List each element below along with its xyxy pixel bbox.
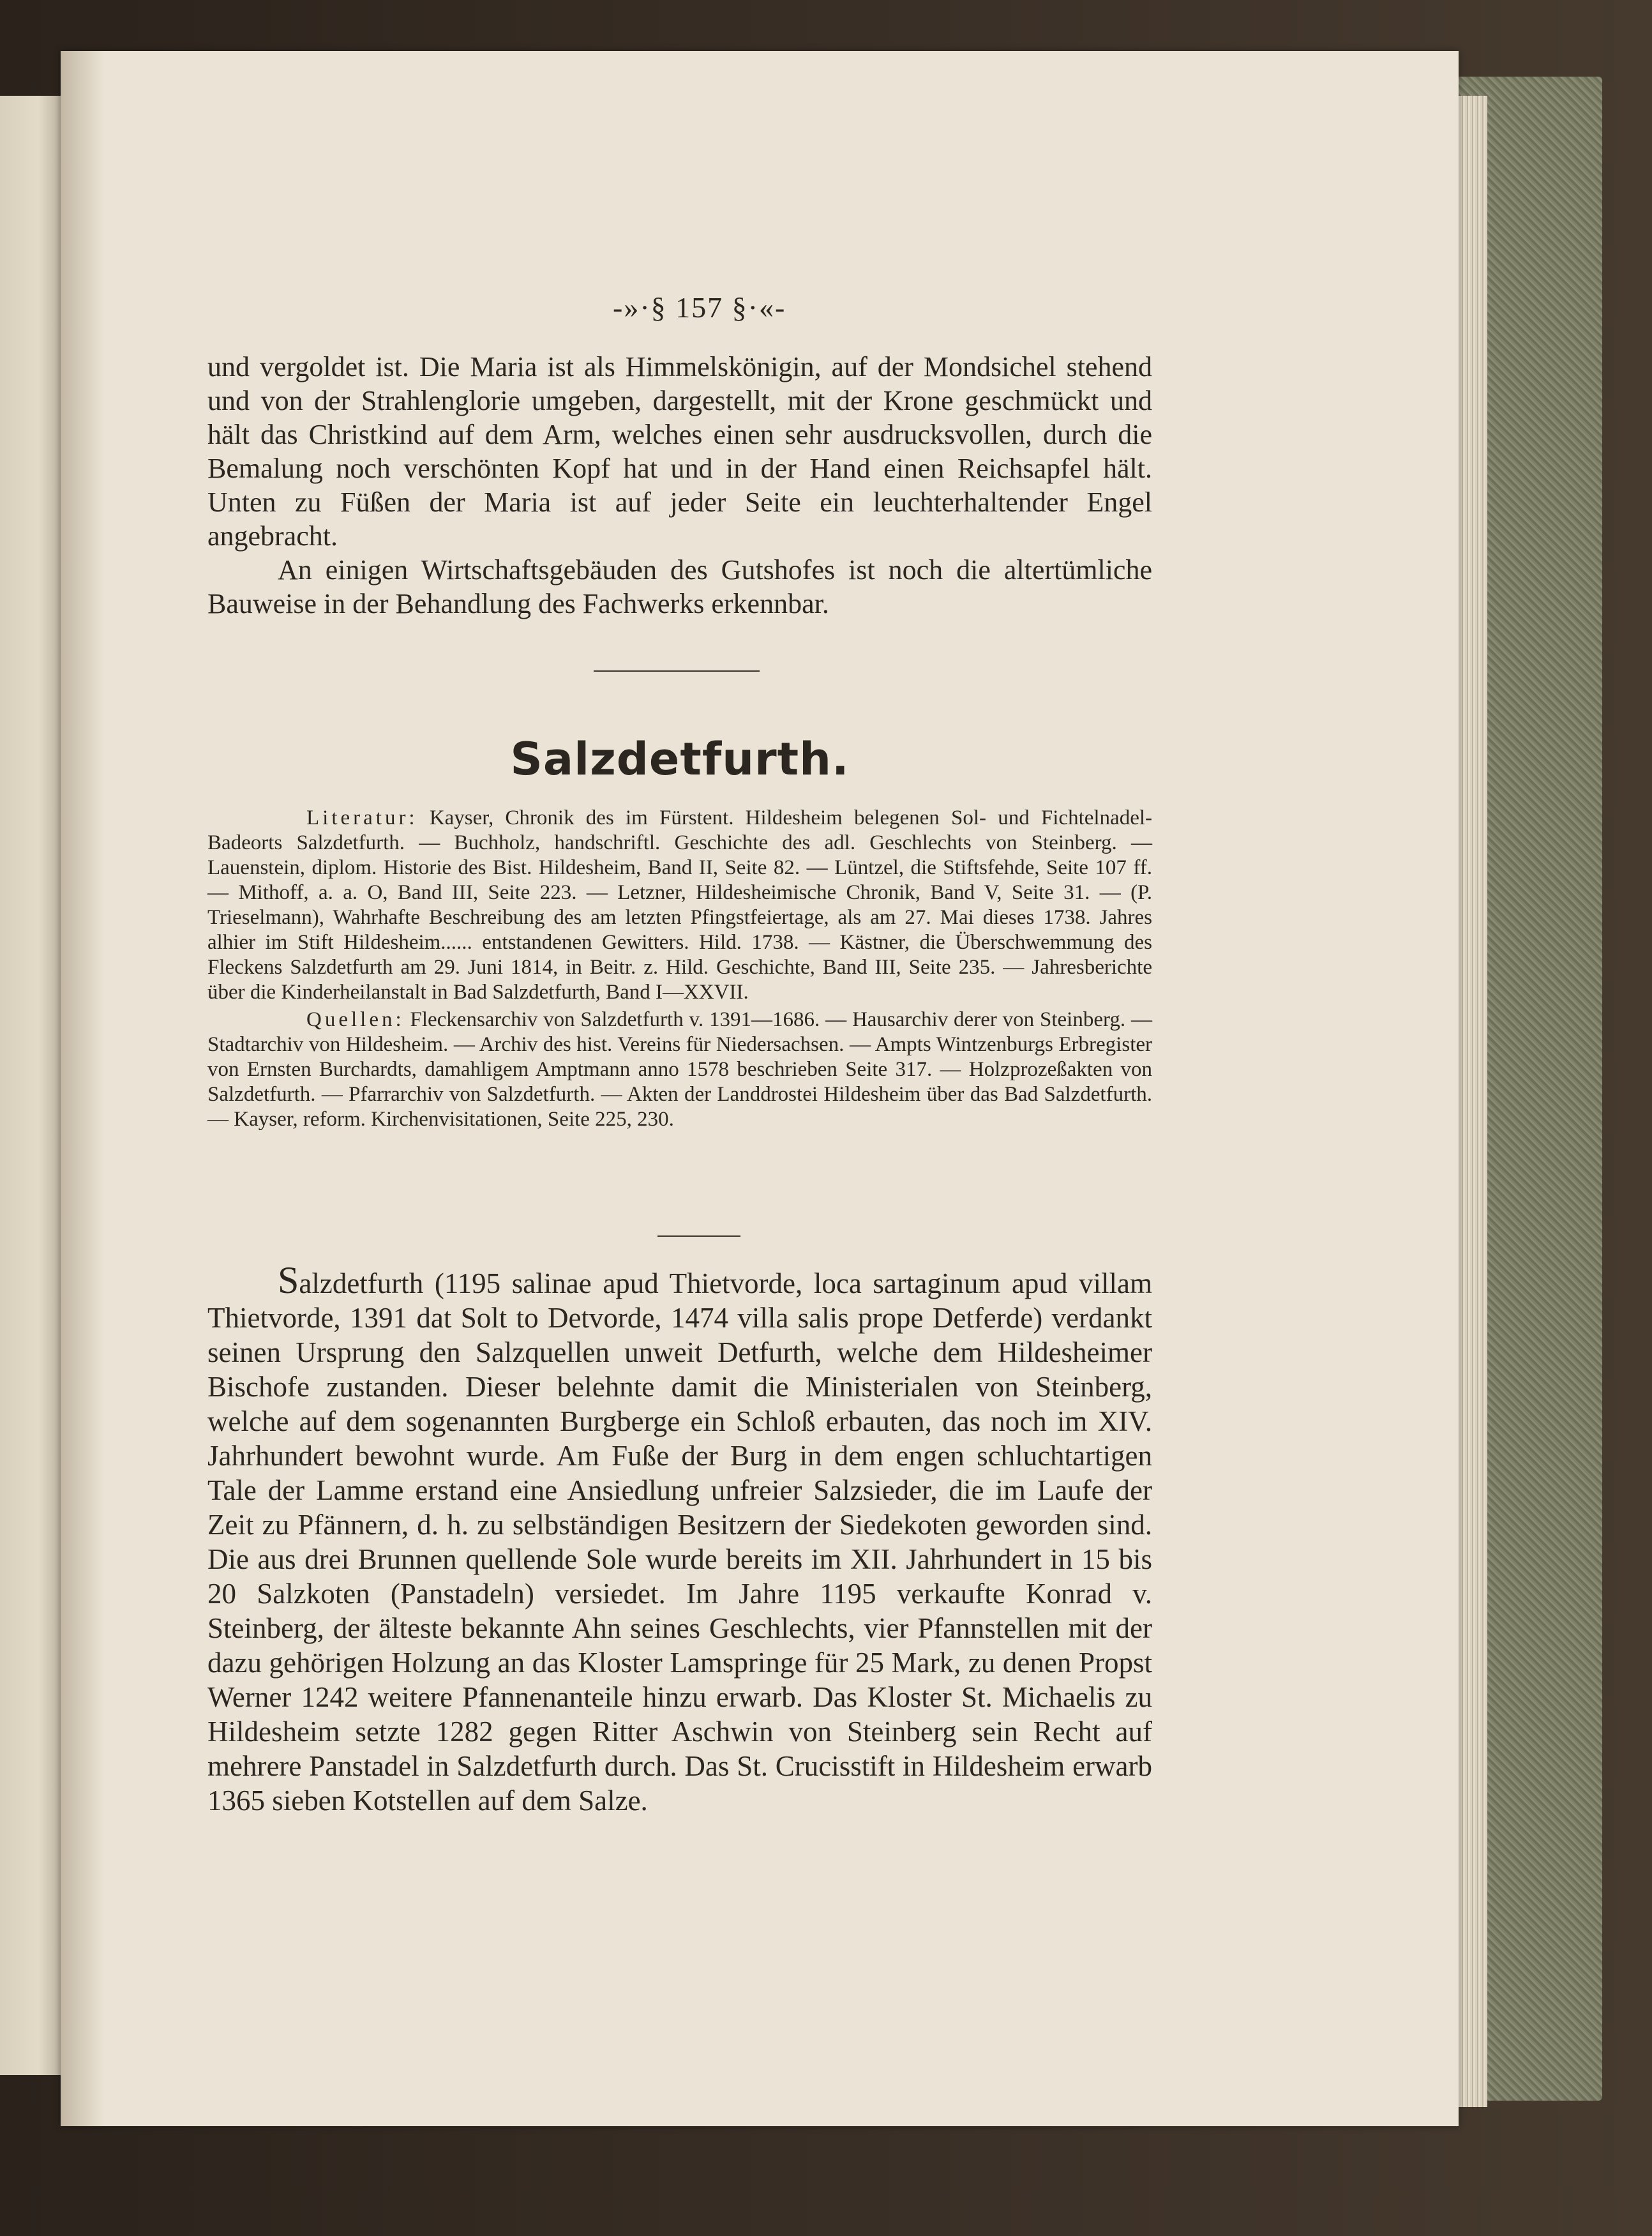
paragraph-3 [207, 1259, 1152, 1818]
literatur-text: Kayser, Chronik des im Fürstent. Hildesheim belegenen Sol- und Fichtelnadel-Badeorts Salzdetfurth. — Buchholz, handschriftl. Geschichte des adl. Geschlechts von Steinberg. — Lauenstein, diplom. Historie des Bist. Hildesheim, Band II, Seite 82. — Lüntzel, die Stiftsfehde, Seite 107 ff. — Mithoff, a. a. O, Band III, Seite 223. — Letzner, Hildesheimische Chronik, Band V, Seite 31. — (P. Trieselmann), Wahrhafte Beschreibung des am letzten Pfingstfeiertage, als am 27. Mai dieses 1738. Jahres alhier im Stift Hildesheim...... entstandenen Gewitters. Hild. 1738. — Kästner, die Überschwemmung des Fleckens Salzdetfurth am 29. Juni 1814, in Beitr. z. Hild. Geschichte, Band III, Seite 235. — Jahresberichte über die Kinderheilanstalt in Bad Salzdetfurth, Band I—XXVII. [207, 806, 1153, 1004]
page-number [613, 291, 786, 324]
previous-page-edge [0, 96, 64, 2075]
divider-rule [594, 670, 760, 672]
opening-paragraphs [207, 350, 1152, 621]
literatur-label: Literatur: [306, 806, 418, 829]
paragraph-3-text: alzdetfurth (1195 salinae apud Thietvorde, loca sartaginum apud villam Thietvorde, 1391 dat Solt to Detvorde, 1474 villa salis prope Detferde) verdankt seinen Ursprung den Salzquellen unweit Detfurth, welche dem Hildesheimer Bischofe zustanden. Dieser belehnte damit die Ministerialen von Steinberg, welche auf dem sogenannten Burgberge ein Schloß erbauten, das noch im XIV. Jahrhundert bewohnt wurde. Am Fuße der Burg in dem engen schluchtartigen Tale der Lamme erstand eine Ansiedlung unfreier Salzsieder, die im Laufe der Zeit zu Pfännern, d. h. zu selbständigen Besitzern der Siedekoten geworden sind. Die aus drei Brunnen quellende Sole wurde bereits im XII. Jahrhundert in 15 bis 20 Salzkoten (Panstadeln) versiedet. Im Jahre 1195 verkaufte Konrad v. Steinberg, der älteste bekannte Ahn seines Geschlechts, vier Pfannstellen mit der dazu gehörigen Holzung an das Kloster Lamspringe für 25 Mark, zu denen Propst Werner 1242 weitere Pfannenanteile hinzu erwarb. Das Kloster St. Michaelis zu Hildesheim setzte 1282 gegen Ritter Aschwin von Steinberg sein Recht auf mehrere Panstadel in Salzdetfurth durch. Das St. Crucisstift in Hildesheim erwarb 1365 sieben Kotstellen auf dem Salze. [207, 1267, 1152, 1817]
paragraph-1: und vergoldet ist. Die Maria ist als Himmelskönigin, auf der Mondsichel stehend und von der Strahlenglorie umgeben, dargestellt, mit der Krone geschmückt und hält das Christkind auf dem Arm, welches einen sehr ausdrucksvollen, durch die Bemalung noch verschönten Kopf hat und in der Hand einen Reichsapfel hält. Unten zu Füßen der Maria ist auf jeder Seite ein leuchterhaltender Engel angebracht. [207, 351, 1152, 552]
history-paragraph [207, 1259, 1152, 1818]
initial-letter: S [278, 1259, 299, 1301]
divider-rule-short [657, 1235, 740, 1237]
quellen-entry [207, 1008, 1152, 1132]
bibliography [207, 806, 1152, 1132]
quellen-text: Fleckensarchiv von Salzdetfurth v. 1391—1686. — Hausarchiv derer von Steinberg. — Stadtarchiv von Hildesheim. — Archiv des hist. Vereins für Niedersachsen. — Ampts Wintzenburgs Erbregister von Ernsten Burchardts, damahligem Amptmann anno 1578 beschrieben Seite 317. — Holzprozeßakten von Salzdetfurth. — Pfarrarchiv von Salzdetfurth. — Akten der Landdrostei Hildesheim über das Bad Salzdetfurth. — Kayser, reform. Kirchenvisitationen, Seite 225, 230. [207, 1008, 1152, 1131]
quellen-label: Quellen: [306, 1008, 405, 1031]
section-title: Salzdetfurth. [510, 733, 850, 785]
folio-ornament-left: -»·§ [613, 291, 676, 324]
paragraph-2: An einigen Wirtschaftsgebäuden des Gutshofes ist noch die altertümliche Bauweise in der Behandlung des Fachwerks erkennbar. [207, 554, 1152, 619]
folio-ornament-right: §·«- [723, 291, 786, 324]
literatur-entry [207, 806, 1152, 1005]
page-number-value: 157 [675, 291, 724, 324]
